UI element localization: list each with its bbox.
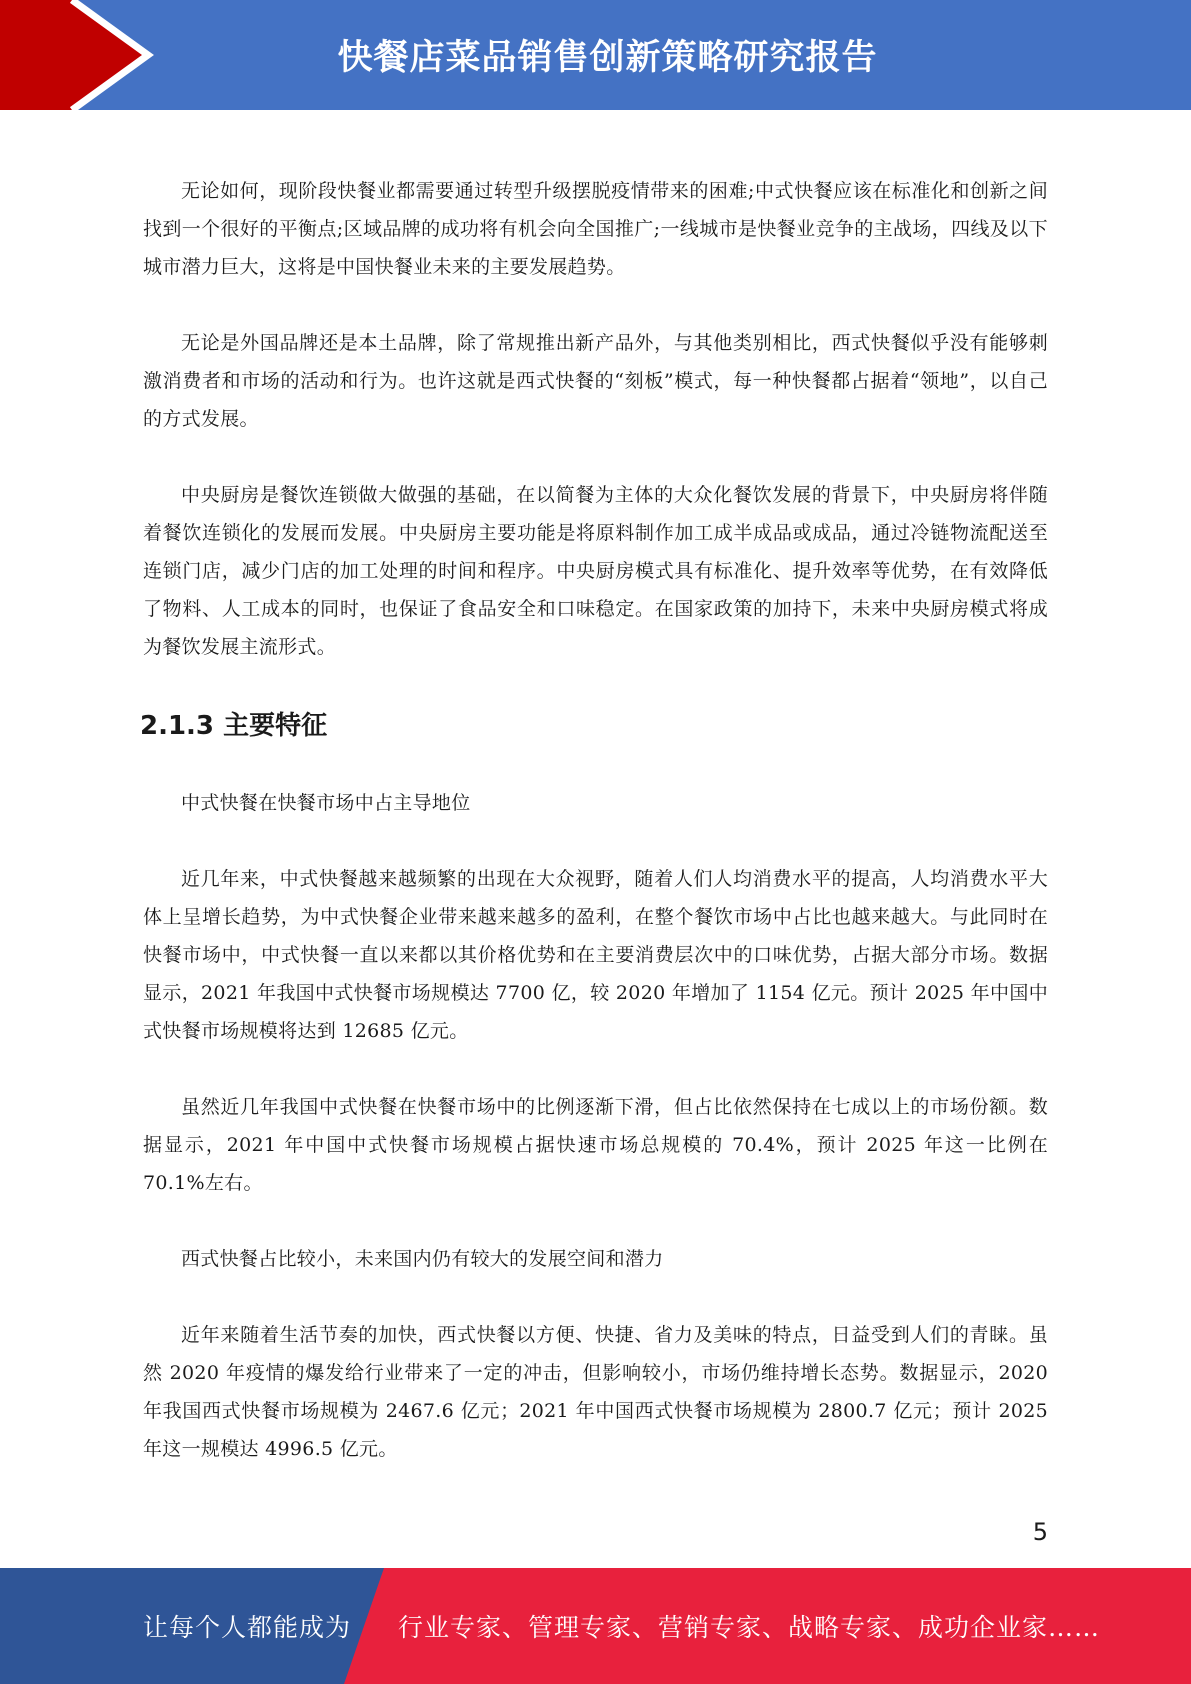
footer-slogan-left: 让每个人都能成为 bbox=[143, 1613, 352, 1642]
document-body bbox=[140, 172, 1048, 1506]
paragraph: 近年来随着生活节奏的加快，西式快餐以方便、快捷、省力及美味的特点，日益受到人们的青睐。虽然 2020 年疫情的爆发给行业带来了一定的冲击，但影响较小，市场仍维持增长态势。数据显示，2020 年我国西式快餐市场规模为 2467.6 亿元；2021 年中国西式快餐市场规模为 2800.7 亿元；预计 2025 年这一规模达 4996.5 亿元。 bbox=[143, 1324, 1048, 1460]
paragraph: 虽然近几年我国中式快餐在快餐市场中的比例逐渐下滑，但占比依然保持在七成以上的市场份额。数据显示，2021 年中国中式快餐市场规模占据快速市场总规模的 70.4%，预计 2025 年这一比例在 70.1%左右。 bbox=[143, 1096, 1048, 1194]
header-title: 快餐店菜品销售创新策略研究报告 bbox=[337, 38, 878, 78]
page-number: 5 bbox=[1032, 1518, 1048, 1546]
paragraph: 西式快餐占比较小，未来国内仍有较大的发展空间和潜力 bbox=[181, 1248, 664, 1270]
footer-slogan-right: 行业专家、管理专家、营销专家、战略专家、成功企业家…… bbox=[398, 1613, 1101, 1642]
paragraph: 近几年来，中式快餐越来越频繁的出现在大众视野，随着人们人均消费水平的提高，人均消费水平大体上呈增长趋势，为中式快餐企业带来越来越多的盈利，在整个餐饮市场中占比也越来越大。与此同时在快餐市场中，中式快餐一直以来都以其价格优势和在主要消费层次中的口味优势，占据大部分市场。数据显示，2021 年我国中式快餐市场规模达 7700 亿，较 2020 年增加了 1154 亿元。预计 2025 年中国中式快餐市场规模将达到 12685 亿元。 bbox=[143, 868, 1048, 1042]
page-footer bbox=[0, 1568, 1191, 1684]
paragraph: 无论如何，现阶段快餐业都需要通过转型升级摆脱疫情带来的困难;中式快餐应该在标准化和创新之间找到一个很好的平衡点;区域品牌的成功将有机会向全国推广;一线城市是快餐业竞争的主战场，四线及以下城市潜力巨大，这将是中国快餐业未来的主要发展趋势。 bbox=[143, 180, 1048, 278]
paragraph: 中式快餐在快餐市场中占主导地位 bbox=[181, 792, 471, 814]
paragraph: 无论是外国品牌还是本土品牌，除了常规推出新产品外，与其他类别相比，西式快餐似乎没有能够刺激消费者和市场的活动和行为。也许这就是西式快餐的“刻板”模式，每一种快餐都占据着“领地”，以自己的方式发展。 bbox=[143, 332, 1048, 430]
section-heading: 2.1.3 主要特征 bbox=[140, 711, 328, 741]
paragraph: 中央厨房是餐饮连锁做大做强的基础，在以简餐为主体的大众化餐饮发展的背景下，中央厨房将伴随着餐饮连锁化的发展而发展。中央厨房主要功能是将原料制作加工成半成品或成品，通过冷链物流配送至连锁门店，减少门店的加工处理的时间和程序。中央厨房模式具有标准化、提升效率等优势，在有效降低了物料、人工成本的同时，也保证了食品安全和口味稳定。在国家政策的加持下，未来中央厨房模式将成为餐饮发展主流形式。 bbox=[143, 484, 1048, 658]
page-header bbox=[0, 0, 1191, 110]
